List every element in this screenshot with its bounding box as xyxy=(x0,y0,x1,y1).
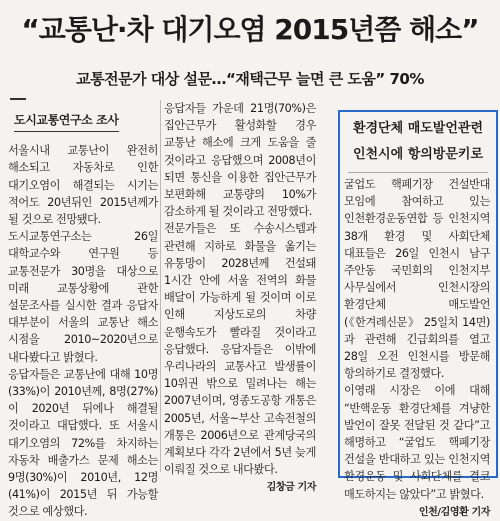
subhead-rule xyxy=(10,88,26,100)
article-paragraph: 도시교통연구소는 26일 대학교수와 연구원 등 교통전문가 30명을 대상으로 미래 교통상황에 관한 설문조사를 실시한 결과 응답자 대부분이 서울의 교통난 해소 시점을 2010~2020년으로 내다봤다고 밝혔다. xyxy=(8,230,158,364)
sidebar-rule xyxy=(348,172,488,173)
article-paragraph: 응답자들은 교통난에 대해 10명(33%)이 2010년께, 8명(27%)이 2020년 뒤에나 해결될 것이라고 대답했다. 또 서울시 대기오염의 72%를 차지하는 자동차 배출가스 문제 해소는 9명(30%)이 2010년, 12명(41%)이 2015년 뒤 가능할 것으로 예상했다. xyxy=(8,367,158,519)
article-paragraph: 서울시내 교통난이 완전히 해소되고 자동차로 인한 대기오염이 해결되는 시기는 적어도 20년뒤인 2015년께가 될 것으로 전망됐다. xyxy=(8,144,158,227)
article-byline: 김창금 기자 xyxy=(266,482,316,494)
headline: “교통난·차 대기오염 2015년쯤 해소” xyxy=(21,13,479,46)
article-paragraph: 전문가들은 또 수송시스템과 관련해 지하로 화물을 옮기는 유통망이 2028년께 건설돼 1시간 안에 서울 전역의 화물 배달이 가능하게 될 것이며 이로 인해 지상도로의 차량 운행속도가 빨라질 것이라고 응답했다. 응답자들은 이밖에 우리나라의 교통사고 발생률이 10위권 밖으로 밀려나는 해는 2007년이며, 영종도공항 개통은 2005년, 서울~부산 고속전철의 개통은 2006년으로 관계당국의 계획보다 각각 2년에서 5년 늦게 이뤄질 것으로 내다봤다. xyxy=(164,222,316,477)
subheadline: 교통전문가 대상 설문…“재택근무 늘면 큰 도움” 70% xyxy=(76,70,424,88)
sidebar-byline: 인천/김영환 기자 xyxy=(418,506,490,518)
article-paragraph: 응답자들 가운데 21명(70%)은 집안근무가 활성화할 경우 교통난 해소에 크게 도움을 줄 것이라고 응답했으며 2008년이 되면 통신을 이용한 집안근무가 보편화해 교통량의 10%가 감소하게 될 것이라고 전망했다. xyxy=(164,102,316,219)
sidebar-title-line-2: 인천시에 항의방문키로 xyxy=(352,147,484,162)
article-column-1 xyxy=(8,100,158,519)
article-column-2 xyxy=(164,100,316,494)
sidebar-body xyxy=(344,176,490,518)
section-title: 도시교통연구소 조사 xyxy=(14,112,119,132)
sidebar-title xyxy=(338,118,498,166)
sidebar-paragraph: 이영래 시장은 이에 대해 “반핵운동 환경단체를 겨냥한 발언이 잘못 전달된 것 같다”고 해명하고 “굴업도 핵폐기장 건설을 반대하고 있는 인천지역 환경운동 및 사회단체를 결코 매도하지는 않았다”고 밝혔다. xyxy=(344,384,490,501)
column-divider xyxy=(160,100,161,472)
sidebar-paragraph: 굴업도 핵폐기장 건설반대 모임에 참여하고 있는 인천환경운동연합 등 인천지역 38개 환경 및 사회단체 대표들은 26일 인천시 남구 주안동 국민회의 인천지부 사무실에서 인천시장의 환경단체 매도발언(《한겨레신문》 25일치 14면)과 관련해 긴급회의를 열고 28일 오전 인천시를 방문해 항의하기로 결정했다. xyxy=(344,178,490,381)
sidebar-title-line-1: 환경단체 매도발언관련 xyxy=(352,121,484,136)
